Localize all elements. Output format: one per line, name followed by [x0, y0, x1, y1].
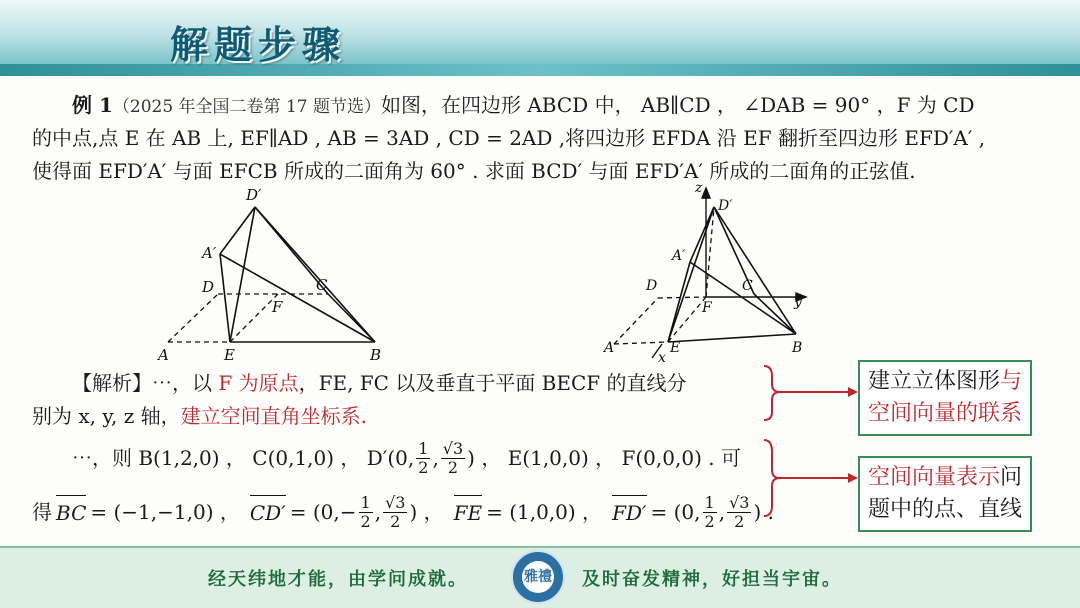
fraction-half	[703, 494, 717, 531]
fraction-den: 2	[447, 457, 459, 477]
edge-d-f	[658, 297, 706, 298]
fraction-num: √3	[729, 492, 750, 512]
analysis-mid: ，FE, FC 以及垂直于平面 BECF 的直线分	[298, 371, 687, 395]
arrow-head-1	[848, 387, 858, 397]
label-d1: D′	[246, 186, 262, 204]
fraction-num: √3	[385, 492, 406, 512]
label-f: F	[702, 300, 712, 316]
fraction-den: 2	[360, 511, 371, 531]
annotation-1-text-c: 空间向量的联系	[868, 401, 1023, 426]
label-x: x	[658, 350, 666, 366]
vector-fe: FE	[454, 495, 482, 530]
header-band	[0, 64, 1080, 76]
figure-right	[596, 182, 826, 368]
edge-a-e	[614, 342, 668, 344]
fraction-den: 2	[418, 457, 429, 477]
fraction-num: 1	[360, 492, 371, 512]
edge-a-d	[614, 298, 658, 344]
annotation-box-1	[858, 360, 1032, 436]
fraction-den: 2	[704, 511, 715, 531]
coords-line-1	[72, 436, 741, 480]
fraction-den: 2	[734, 511, 745, 531]
coords-part-2: ) ， E(1,0,0) ， F(0,0,0) . 可	[467, 446, 741, 470]
vector-bc-value: = (−1,−1,0) ，	[90, 500, 240, 524]
motto-right: 及时奋发精神，好担当宇宙。	[582, 569, 842, 590]
label-b: B	[370, 346, 382, 364]
edge-c-b	[328, 294, 375, 342]
fraction-num: 1	[704, 492, 715, 512]
label-f: F	[272, 298, 283, 316]
edge-d1-e	[230, 207, 255, 342]
page-title: 解题步骤	[170, 22, 347, 67]
edge-a1-e	[220, 254, 230, 342]
analysis-axes: 别为 x, y, z 轴，	[32, 404, 181, 428]
annotation-box-2	[858, 456, 1032, 532]
fraction-num: 1	[418, 438, 429, 458]
arrow-head-2	[848, 473, 858, 483]
analysis-line-2	[32, 399, 367, 433]
edge-d1-b	[255, 207, 375, 342]
annotation-connectors	[760, 360, 860, 540]
problem-source: （2025 年全国二卷第 17 题节选）	[112, 97, 381, 117]
edge-e-b	[668, 334, 796, 342]
comma: ,	[374, 500, 382, 524]
annotation-2-text-a: 空间向量表示	[868, 465, 1001, 490]
coords-part-1: ⋯，则 B(1,2,0) ， C(0,1,0) ， D′(0,	[72, 446, 415, 470]
analysis-red-origin: F 为原点	[218, 371, 299, 395]
annotation-1-text-b: 与	[1000, 369, 1023, 394]
problem-line-2: 的中点,点 E 在 AB 上, EF∥AD , AB = 3AD , CD = 2AD ,将四边形 EFDA 沿 EF 翻折至四边形 EFD′A′ ,	[32, 126, 986, 150]
footer-divider	[0, 546, 1080, 548]
label-b: B	[792, 340, 803, 356]
edge-d1-a1	[220, 207, 255, 254]
annotation-2-text-c: 题中的点、直线	[868, 497, 1023, 522]
coords-line2-start: 得	[32, 500, 52, 524]
z-arrow	[702, 188, 710, 198]
comma: ,	[718, 500, 726, 524]
fraction-num: √3	[442, 438, 464, 458]
edge-a-d	[168, 294, 218, 342]
problem-text-1: 如图，在四边形 ABCD 中， AB∥CD ， ∠DAB = 90° ，F 为 CD	[381, 93, 975, 117]
edge-a1-e	[668, 262, 690, 342]
vector-fe-value: = (1,0,0) ，	[486, 500, 603, 524]
annotation-1-text-a: 建立立体图形	[868, 369, 1001, 394]
comma: ,	[432, 446, 439, 470]
label-a: A	[604, 340, 615, 356]
label-c: C	[742, 278, 753, 294]
annotation-2-text-b: 问	[1000, 465, 1023, 490]
problem-line-1	[72, 88, 975, 124]
motto-left: 经天纬地才能，由学问成就。	[208, 569, 468, 590]
vector-cd1-value-a: = (0,−	[289, 500, 357, 524]
problem-line-3: 使得面 EFD′A′ 与面 EFCB 所成的二面角为 60° . 求面 BCD′ 与面 EFD′A′ 所成的二面角的正弦值.	[32, 159, 916, 183]
label-a1: A′	[672, 248, 686, 264]
figure-left	[150, 182, 410, 368]
label-a: A	[158, 346, 169, 364]
label-z: z	[695, 182, 703, 196]
analysis-line-1	[72, 366, 687, 400]
analysis-red-coordsys: 建立空间直角坐标系.	[180, 404, 367, 428]
vector-cd1-value-b: ) ，	[409, 500, 444, 524]
label-e: E	[670, 340, 681, 356]
analysis-prefix: 【解析】⋯，以	[72, 371, 219, 395]
label-d1: D′	[718, 198, 733, 214]
fraction-half	[416, 440, 430, 477]
coords-line-2	[32, 490, 774, 534]
vector-bc: BC	[56, 495, 86, 530]
vector-fd1-value-b: ) .	[753, 500, 774, 524]
bracket-1	[764, 366, 780, 420]
fraction-half	[359, 494, 373, 531]
school-logo	[511, 550, 565, 604]
school-logo-text: 雅禮	[522, 561, 554, 593]
label-d: D	[646, 278, 658, 294]
label-c: C	[316, 276, 328, 294]
label-d: D	[202, 278, 215, 296]
edge-c-b	[754, 294, 796, 334]
fraction-sqrt3	[727, 494, 751, 531]
fraction-sqrt3	[441, 440, 465, 477]
vector-cd1: CD′	[250, 495, 286, 530]
problem-label: 例 1	[72, 93, 113, 117]
vector-fd1: FD′	[612, 495, 646, 530]
label-a1: A′	[202, 244, 217, 262]
bracket-2	[764, 440, 780, 516]
fraction-sqrt3	[383, 494, 407, 531]
label-e: E	[224, 346, 235, 364]
label-y: y	[794, 294, 802, 310]
vector-fd1-value-a: = (0,	[650, 500, 701, 524]
fraction-den: 2	[390, 511, 401, 531]
edge-d1-b	[714, 207, 796, 334]
